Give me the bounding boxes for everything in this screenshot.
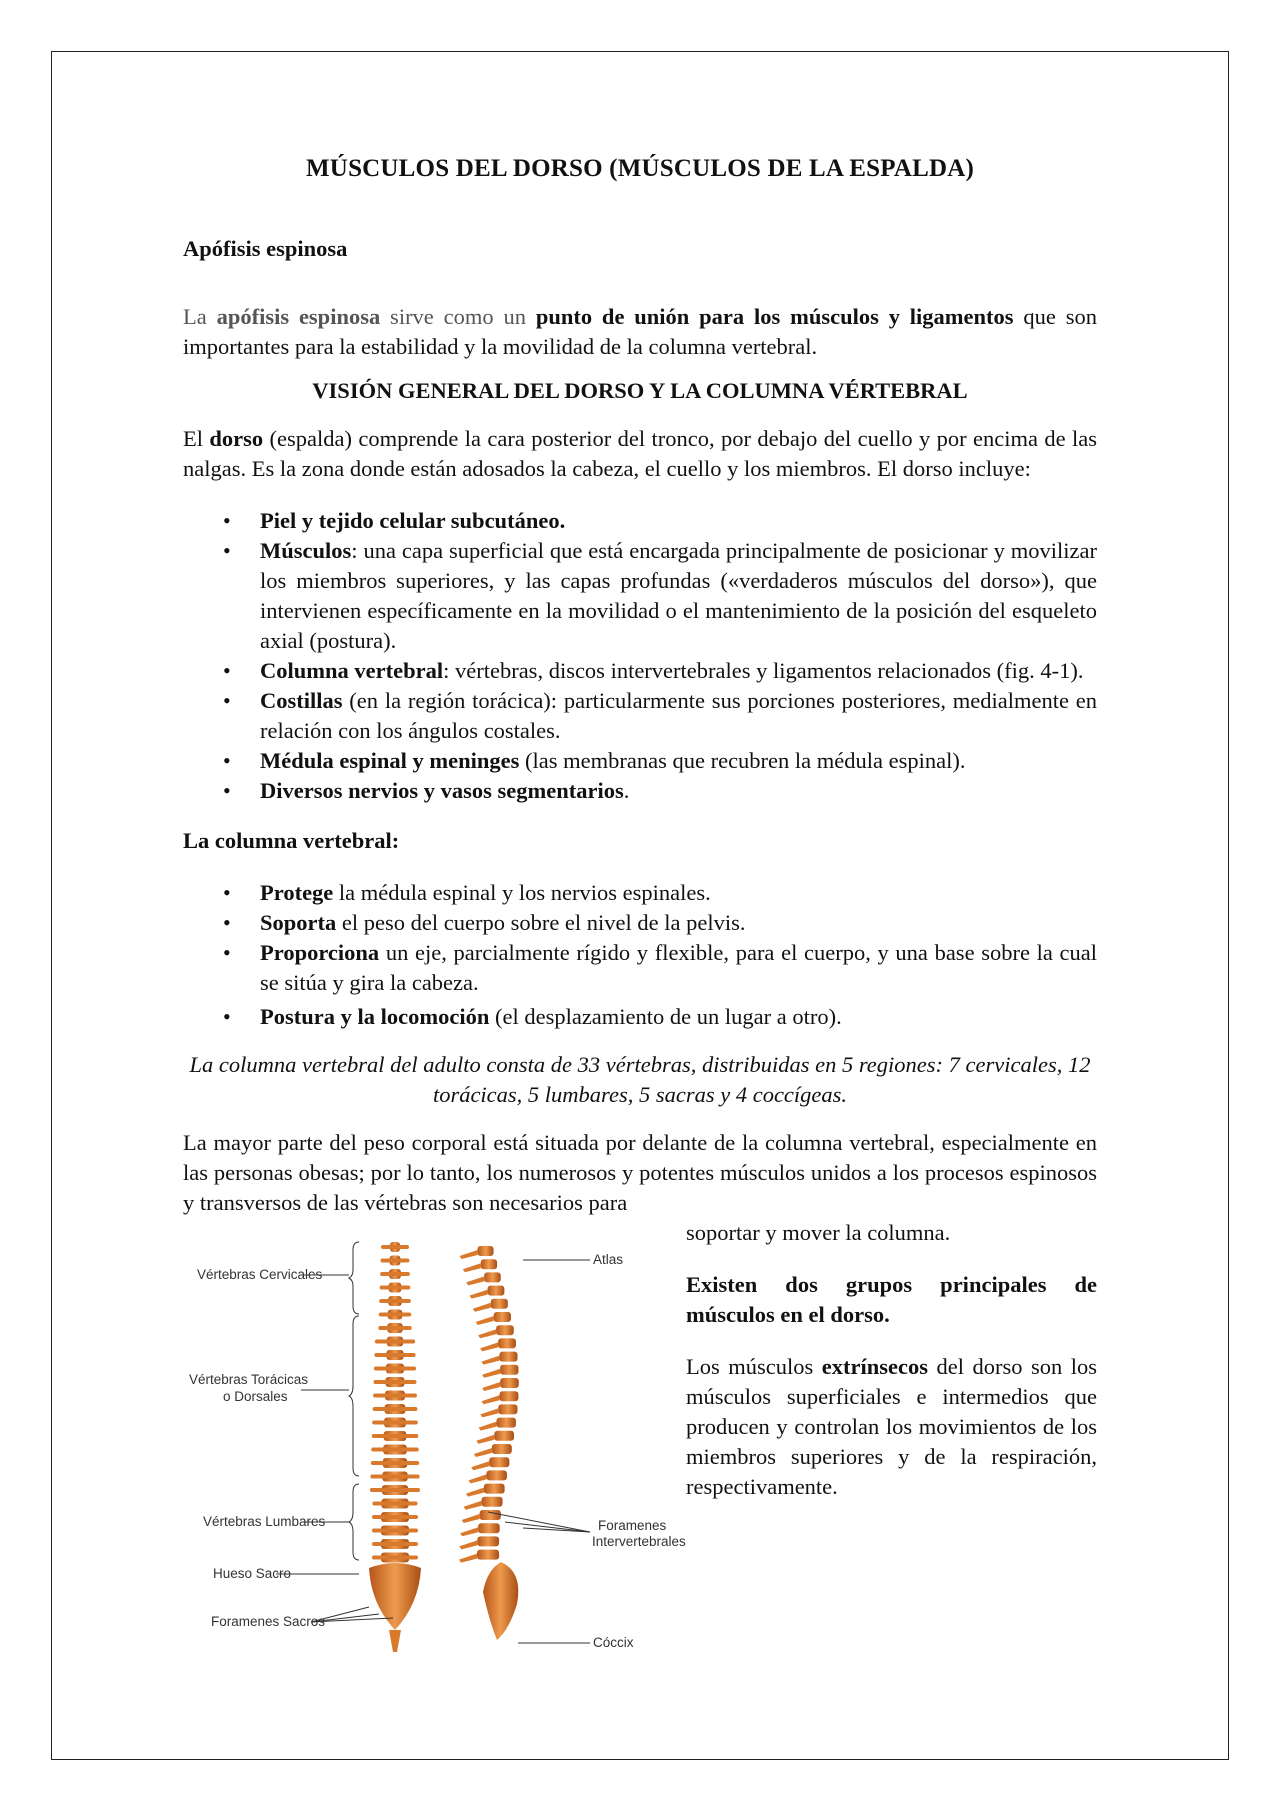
list-item: • Médula espinal y meninges (las membranas que recubren la médula espinal).	[183, 746, 1097, 776]
spinous-process	[468, 1474, 486, 1483]
document-body	[183, 140, 1097, 1688]
vertebra-lateral	[494, 1431, 514, 1441]
vertebra-lateral	[478, 1246, 494, 1256]
spine-figure	[183, 1232, 686, 1672]
transverse-process	[372, 1421, 418, 1425]
spinous-process	[466, 1488, 484, 1497]
spinous-process	[466, 1276, 484, 1285]
region-brackets	[276, 1242, 590, 1643]
extrinsecos-paragraph: Los músculos extrínsecos del dorso son los músculos superficiales e intermedios que producen y controlan los movimientos de los miembros superiores y de la respiración, respectivamente.	[686, 1354, 1097, 1499]
spinous-process	[476, 1316, 494, 1325]
apofisis-paragraph: La apófisis espinosa sirve como un punto de unión para los músculos y ligamentos que son importantes para la estabilidad y la movilidad de la columna vertebral.	[183, 304, 1097, 359]
spinous-process	[471, 1461, 489, 1470]
spinous-process	[482, 1395, 500, 1404]
vertebra-lateral	[489, 1457, 509, 1467]
list-item: • Proporciona un eje, parcialmente rígido y flexible, para el cuerpo, y una base sobre la cual se sitúa y gira la cabeza.	[183, 938, 1097, 998]
sacrum-lateral	[483, 1562, 518, 1640]
transverse-process	[372, 1515, 418, 1519]
figure-row	[183, 1218, 1097, 1688]
section-heading-columna: La columna vertebral:	[183, 828, 400, 853]
list-item: • Músculos: una capa superficial que está encargada principalmente de posicionar y movilizar los miembros superiores, y las capas profundas («verdaderos músculos del dorso»), que intervienen específicamente en la movilidad o el mantenimiento de la posición del esqueleto axial (postura).	[183, 536, 1097, 656]
vertebra-lateral	[498, 1338, 516, 1348]
spinous-process	[464, 1501, 482, 1510]
columna-list	[183, 878, 1097, 1032]
label-cervicales: Vértebras Cervicales	[197, 1267, 323, 1282]
list-item: • Costillas (en la región torácica): particularmente sus porciones posteriores, medialmente en relación con los ángulos costales.	[183, 686, 1097, 746]
spinous-process	[474, 1448, 492, 1457]
vertebra-lateral	[494, 1312, 511, 1322]
spinous-process	[481, 1356, 499, 1365]
vertebra-lateral	[497, 1418, 516, 1428]
label-toracicas: Vértebras Torácicas	[189, 1372, 309, 1387]
italic-note: La columna vertebral del adulto consta de 33 vértebras, distribuidas en 5 regiones: 7 cervicales, 12 torácicas, 5 lumbares, 5 sacras y 4 coccígeas.	[189, 1052, 1091, 1107]
vertebra-lateral	[477, 1536, 499, 1546]
spinous-process	[473, 1303, 491, 1312]
dorso-paragraph: El dorso (espalda) comprende la cara posterior del tronco, por debajo del cuello y por encima de las nalgas. Es la zona donde están adosados la cabeza, el cuello y los miembros. El dorso incluye:	[183, 426, 1097, 481]
spinous-process	[463, 1263, 481, 1272]
vertebra-lateral	[481, 1259, 497, 1269]
label-atlas: Atlas	[593, 1252, 624, 1267]
transverse-process	[380, 1272, 410, 1276]
list-item: • Diversos nervios y vasos segmentarios.	[183, 776, 1097, 806]
transverse-process	[375, 1340, 415, 1344]
vertebra-lateral	[478, 1523, 499, 1533]
spinous-process	[478, 1329, 496, 1338]
spinous-process	[459, 1554, 477, 1563]
spinous-process	[470, 1290, 488, 1299]
groups-heading: Existen dos grupos principales de músculos en el dorso.	[686, 1272, 1097, 1327]
transverse-process	[379, 1313, 412, 1317]
vertebra-lateral	[482, 1497, 503, 1507]
transverse-process	[381, 1259, 410, 1263]
vertebra-lateral	[498, 1404, 517, 1414]
list-item: • Soporta el peso del cuerpo sobre el nivel de la pelvis.	[183, 908, 1097, 938]
vertebra-lateral	[496, 1325, 514, 1335]
spinous-process	[482, 1382, 500, 1391]
vertebra-lateral	[486, 1470, 506, 1480]
page-title: MÚSCULOS DEL DORSO (MÚSCULOS DE LA ESPALDA)	[306, 155, 974, 182]
label-coccix: Cóccix	[593, 1635, 634, 1650]
spinous-process	[482, 1369, 500, 1378]
transverse-process	[374, 1353, 415, 1357]
list-item: • Columna vertebral: vértebras, discos intervertebrales y ligamentos relacionados (fig. 4-1).	[183, 656, 1097, 686]
transverse-process	[371, 1448, 419, 1452]
anterior-spine	[369, 1242, 421, 1652]
transverse-process	[374, 1367, 416, 1371]
label-foramenes: Foramenes	[598, 1518, 667, 1533]
vertebra-lateral	[488, 1286, 505, 1296]
label-dorsales: o Dorsales	[223, 1389, 288, 1404]
vertebra-lateral	[492, 1444, 512, 1454]
weight-continuation: soportar y mover la columna.	[686, 1220, 951, 1245]
transverse-process	[374, 1380, 417, 1384]
transverse-process	[372, 1542, 418, 1546]
vertebra-lateral	[500, 1391, 519, 1401]
vertebra-lateral	[477, 1550, 499, 1560]
vertebra-lateral	[491, 1299, 508, 1309]
vertebra-lateral	[500, 1378, 519, 1388]
spinous-process	[459, 1540, 477, 1549]
transverse-process	[373, 1407, 418, 1411]
lateral-spine	[459, 1246, 519, 1640]
vertebra-lateral	[480, 1510, 501, 1520]
transverse-process	[381, 1245, 409, 1249]
transverse-process	[373, 1394, 417, 1398]
list-item: • Postura y la locomoción (el desplazamiento de un lugar a otro).	[183, 1002, 1097, 1032]
vertebra-lateral	[500, 1365, 518, 1375]
transverse-process	[379, 1299, 411, 1303]
transverse-process	[372, 1529, 418, 1533]
spinous-process	[460, 1527, 478, 1536]
vertebra-lateral	[484, 1484, 505, 1494]
vertebra-lateral	[499, 1352, 517, 1362]
section-heading-apofisis: Apófisis espinosa	[183, 236, 348, 261]
spinous-process	[480, 1342, 498, 1351]
section-heading-vision: VISIÓN GENERAL DEL DORSO Y LA COLUMNA VÉRTEBRAL	[312, 378, 968, 403]
spinous-process	[479, 1422, 497, 1431]
spinous-process	[460, 1250, 478, 1259]
spinous-process	[480, 1408, 498, 1417]
dorso-list	[183, 506, 1097, 806]
weight-paragraph: La mayor parte del peso corporal está situada por delante de la columna vertebral, especialmente en las personas obesas; por lo tanto, los numerosos y potentes músculos unidos a los procesos espinosos y transversos de las vértebras son necesarios para	[183, 1130, 1097, 1215]
transverse-process	[372, 1556, 418, 1560]
right-column	[686, 1218, 1097, 1502]
label-lumbares: Vértebras Lumbares	[203, 1514, 326, 1529]
transverse-process	[380, 1286, 411, 1290]
list-item: • Protege la médula espinal y los nervios espinales.	[183, 878, 1097, 908]
sacrum	[369, 1563, 421, 1630]
transverse-process	[378, 1326, 411, 1330]
label-intervertebrales: Intervertebrales	[592, 1534, 686, 1549]
label-foramenes-sacros: Foramenes Sacros	[211, 1614, 326, 1629]
transverse-process	[370, 1475, 419, 1479]
spine-illustration	[183, 1232, 683, 1672]
transverse-process	[370, 1488, 420, 1492]
transverse-process	[371, 1461, 419, 1465]
transverse-process	[372, 1434, 419, 1438]
spinous-process	[462, 1514, 480, 1523]
list-item: • Piel y tejido celular subcutáneo.	[183, 506, 1097, 536]
label-sacro: Hueso Sacro	[213, 1566, 292, 1581]
coccyx	[389, 1630, 401, 1652]
transverse-process	[372, 1502, 417, 1506]
spinous-process	[476, 1435, 494, 1444]
vertebra-lateral	[484, 1272, 501, 1282]
